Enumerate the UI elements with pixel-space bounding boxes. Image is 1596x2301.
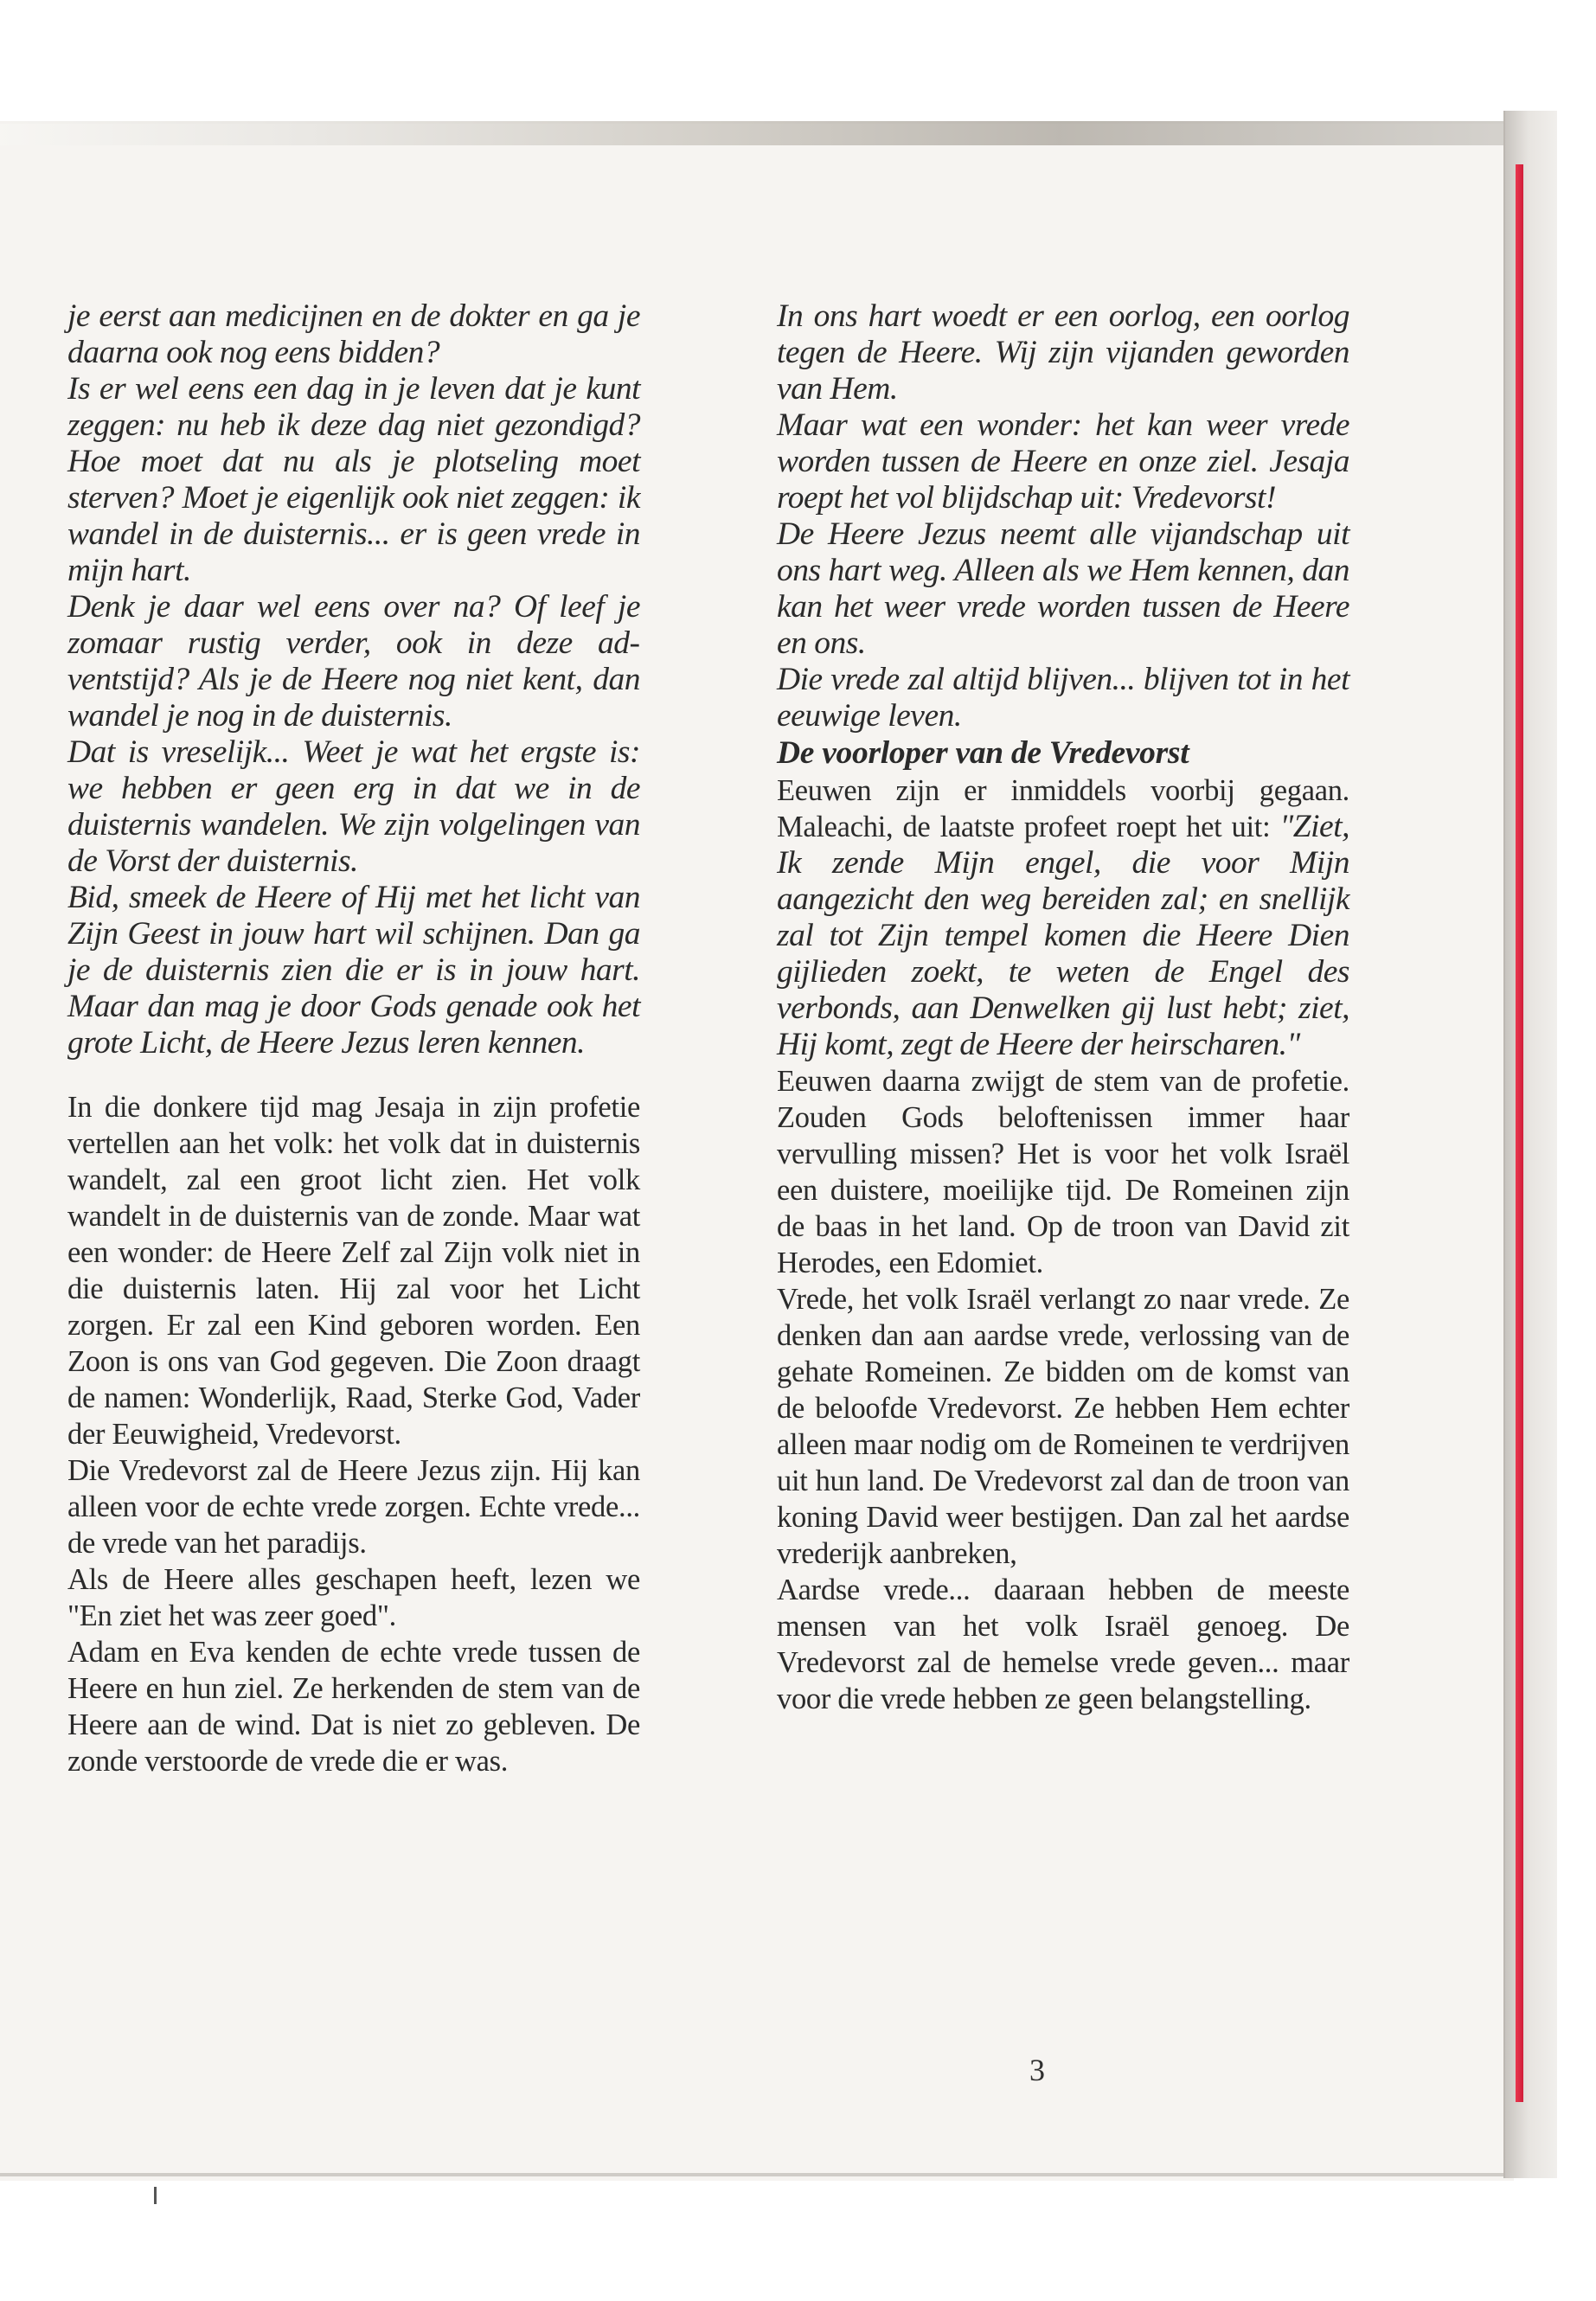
page-bottom-edge [0, 2173, 1514, 2176]
left-paragraph: Denk je daar wel eens over na? Of leef je zomaar rustig verder, ook in deze adventstijd? Als je de Heere nog niet kent, dan wandel je nog in de duisternis. [67, 589, 640, 734]
page-top-edge [0, 121, 1514, 145]
right-paragraph: De Heere Jezus neemt alle vijandschap uit ons hart weg. Alleen als we Hem kennen, dan kan het weer vrede worden tussen de Heere en ons. [777, 516, 1349, 661]
right-paragraph: Aardse vrede... daaraan hebben de meeste mensen van het volk Israël genoeg. De Vredevorst zal de hemelse vrede geven... maar voor die vrede hebben ze geen belangstelling. [777, 1574, 1349, 1715]
left-paragraph: je eerst aan medicijnen en de dokter en ga je daarna ook nog eens bidden? [67, 298, 640, 370]
left-paragraph: Adam en Eva kenden de echte vrede tussen de Heere en hun ziel. Ze herkenden de stem van de Heere aan de wind. Dat is niet zo gebleven. De zonde verstoorde de vrede die er was. [67, 1636, 640, 1778]
left-paragraph: Die Vredevorst zal de Heere Jezus zijn. Hij kan alleen voor de echte vrede zorgen. Echte vrede... de vrede van het paradijs. [67, 1454, 640, 1560]
right-paragraph: Maar wat een wonder: het kan weer vrede worden tussen de Heere en onze ziel. Jesaja roept het vol blijdschap uit: Vredevorst! [777, 407, 1349, 516]
right-paragraph: Die vrede zal altijd blijven... blijven tot in het eeuwige leven. [777, 662, 1349, 734]
right-paragraph-with-quote [777, 772, 1349, 1063]
margin-mark [154, 2187, 157, 2204]
left-paragraph: Als de Heere alles geschapen heeft, lezen we "En ziet het was zeer goed". [67, 1563, 640, 1632]
right-paragraph: Vrede, het volk Israël verlangt zo naar vrede. Ze denken dan aan aardse vrede, verlossing van de gehate Romeinen. Ze bidden om de komst van de beloofde Vredevorst. Ze hebben Hem echter alleen maar nodig om de Romeinen te verdrijven uit hun land. De Vredevorst zal dan de troon van koning David weer bestijgen. Dan zal het aardse vrederijk aanbreken, [777, 1283, 1349, 1570]
left-column [67, 298, 640, 1779]
right-paragraph: Eeuwen daarna zwijgt de stem van de profetie. Zouden Gods beloftenissen immer haar vervulling missen? Het is voor het volk Israël een duistere, moeilijke tijd. De Romeinen zijn de baas in het land. Op de troon van David zit Herodes, een Edomiet. [777, 1065, 1349, 1279]
red-binding-edge [1516, 164, 1523, 2102]
right-paragraph: In ons hart woedt er een oorlog, een oorlog tegen de Heere. Wij zijn vijanden geworden van Hem. [777, 298, 1349, 407]
left-paragraph: Dat is vreselijk... Weet je wat het ergste is: we hebben er geen erg in dat we in de duisternis wandelen. We zijn volgelingen van de Vorst der duisternis. [67, 734, 640, 879]
section-heading: De voorloper van de Vredevorst [777, 735, 1189, 771]
intro-text: Eeuwen zijn er inmiddels voorbij gegaan. Maleachi, de laatste profeet roept het uit: [777, 774, 1349, 843]
left-paragraph: Is er wel eens een dag in je leven dat je kunt zeggen: nu heb ik deze dag niet gezondigd? Hoe moet dat nu als je plotseling moet sterven? Moet je eigenlijk ook niet zeggen: ik wandel in de duisternis... er is geen vrede in mijn hart. [67, 371, 640, 588]
left-paragraph: In die donkere tijd mag Jesaja in zijn profetie vertellen aan het volk: het volk dat in duisternis wandelt, zal een groot licht zien. Het volk wandelt in de duisternis van de zonde. Maar wat een wonder: de Heere Zelf zal Zijn volk niet in die duisternis laten. Hij zal voor het Licht zorgen. Er zal een Kind geboren worden. Een Zoon is ons van God gegeven. Die Zoon draagt de namen: Wonderlijk, Raad, Sterke God, Vader der Eeuwigheid, Vredevorst. [67, 1091, 640, 1451]
page-number: 3 [1029, 2053, 1045, 2087]
left-paragraph: Bid, smeek de Heere of Hij met het licht van Zijn Geest in jouw hart wil schijnen. Dan ga je de duisternis zien die er is in jouw hart. Maar dan mag je door Gods genade ook het grote Licht, de Heere Jezus leren kennen. [67, 880, 640, 1061]
right-column [777, 298, 1349, 1717]
malachi-quote: "Ziet, Ik zende Mijn engel, die voor Mijn aangezicht den weg bereiden zal; en snellijk zal tot Zijn tempel komen die Heere Dien gijlieden zoekt, te weten de Engel des verbonds, aan Denwelken gij lust hebt; ziet, Hij komt, zegt de Heere der heirscharen." [777, 809, 1349, 1062]
booklet-cover-edge [1503, 111, 1557, 2178]
